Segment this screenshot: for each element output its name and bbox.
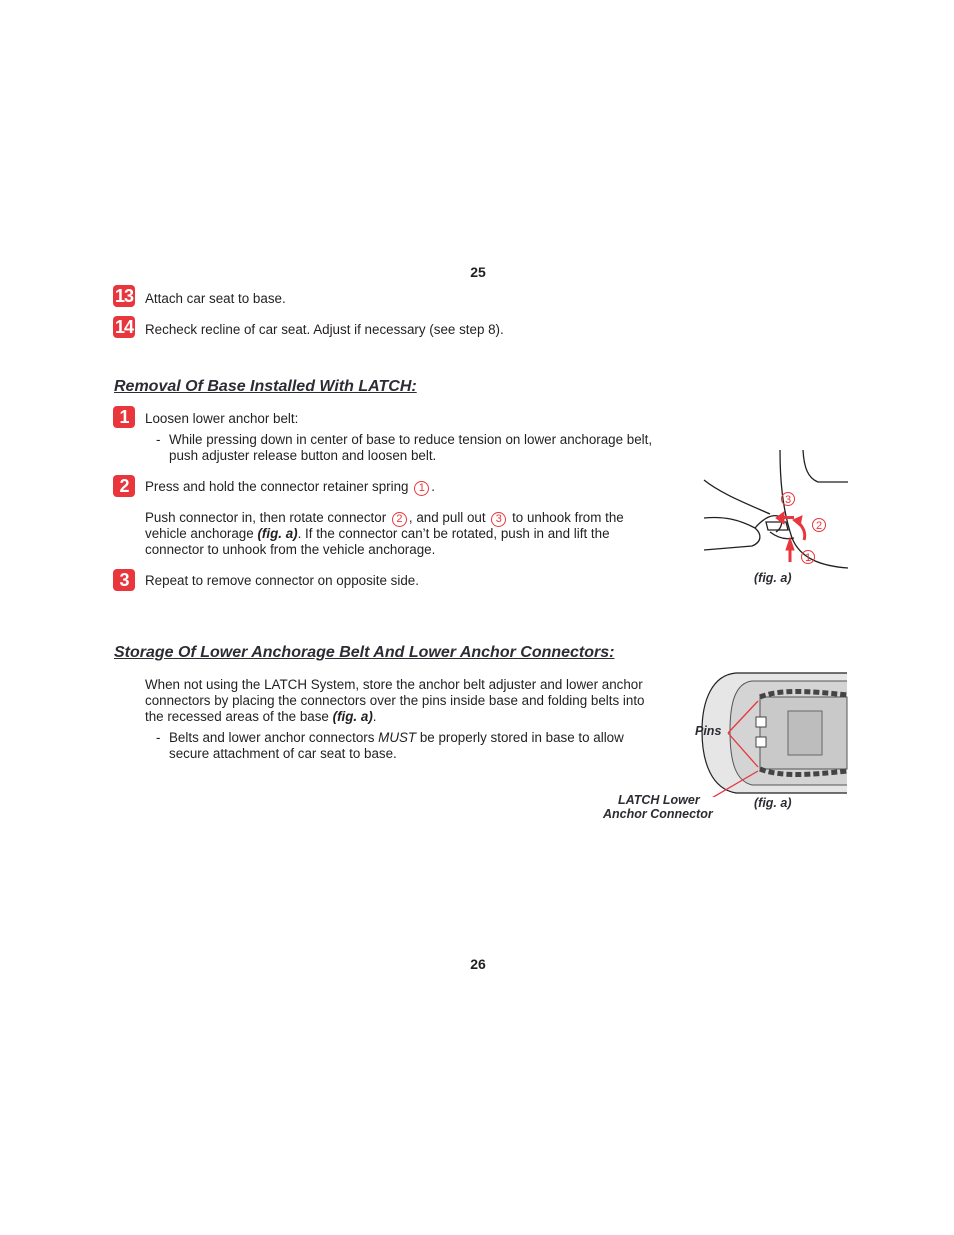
step-3-text: Repeat to remove connector on opposite side. — [145, 573, 419, 588]
page-number-top: 25 — [470, 264, 486, 280]
forearm-top — [704, 480, 770, 514]
pins-label: Pins — [695, 724, 722, 738]
callout-2-label: 2 — [815, 520, 823, 532]
storage-para-line1: When not using the LATCH System, store the anchor belt adjuster and lower anchor — [145, 677, 643, 692]
storage-fig-reference: (fig. a) — [332, 709, 373, 724]
fig-a-caption-removal: (fig. a) — [754, 571, 792, 585]
base-storage-illustration — [700, 671, 848, 797]
step-1-text: Loosen lower anchor belt: — [145, 411, 299, 426]
fig-a-caption-storage: (fig. a) — [754, 796, 792, 810]
step-2-p1-end: . — [431, 479, 435, 494]
center-panel — [788, 711, 822, 755]
step-2-p3-text-b: . If the connector can’t be rotated, push in and lift the — [297, 526, 610, 541]
storage-bullet-line2: secure attachment of car seat to base. — [169, 746, 397, 761]
storage-heading: Storage Of Lower Anchorage Belt And Lower Anchor Connectors: — [114, 644, 615, 661]
storage-bullet-text-b: be properly stored in base to allow — [419, 730, 624, 745]
step-2-para1 — [145, 479, 435, 496]
latch-connector-label-line2: Anchor Connector — [603, 807, 713, 821]
step-badge-14: 14 — [114, 317, 134, 337]
storage-bullet-line1 — [169, 730, 624, 746]
pin-top — [756, 717, 766, 727]
storage-para-line3-end: . — [372, 709, 377, 724]
removal-heading: Removal Of Base Installed With LATCH: — [114, 378, 417, 395]
step-badge-1: 1 — [113, 406, 135, 428]
callout-circle-2: 2 — [392, 512, 407, 527]
arrow-1-shaft — [789, 548, 792, 562]
callout-circle-3: 3 — [491, 512, 506, 527]
step-14-text: Recheck recline of car seat. Adjust if necessary (see step 8). — [145, 322, 504, 337]
seat-back-outline — [803, 450, 848, 482]
step-1-bullet-line2: push adjuster release button and loosen belt. — [169, 448, 437, 463]
bullet-dash: - — [156, 432, 161, 447]
pin-bottom — [756, 737, 766, 747]
arrow-2-head — [793, 516, 802, 526]
step-1-bullet-line1: While pressing down in center of base to reduce tension on lower anchorage belt, — [169, 432, 653, 447]
storage-para-line3 — [145, 709, 377, 725]
step-badge-3: 3 — [113, 569, 135, 591]
storage-bullet-dash: - — [156, 730, 161, 745]
callout-circle-1: 1 — [414, 481, 429, 496]
step-2-p2-text-a: Push connector in, then rotate connector — [145, 510, 387, 525]
page-number-bottom: 26 — [470, 956, 486, 972]
connector-body — [766, 522, 788, 530]
storage-bullet-text-a: Belts and lower anchor connectors — [169, 730, 375, 745]
step-13-text: Attach car seat to base. — [145, 291, 286, 306]
step-2-p2-text-c: to unhook from the — [512, 510, 624, 525]
connector-removal-illustration — [700, 448, 850, 570]
step-2-p3-text-a: vehicle anchorage — [145, 526, 254, 541]
step-badge-13: 13 — [114, 286, 134, 306]
step-2-para2-line2 — [145, 526, 610, 542]
hand-outline — [704, 517, 760, 550]
storage-bullet-must: MUST — [378, 730, 417, 745]
step-badge-2: 2 — [113, 475, 135, 497]
latch-connector-label-line1: LATCH Lower — [618, 793, 700, 807]
step-2-p2-text-b: , and pull out — [408, 510, 486, 525]
step-2-p1-text: Press and hold the connector retainer spring — [145, 479, 409, 494]
storage-para-line3-text: the recessed areas of the base — [145, 709, 329, 724]
storage-para-line2: connectors by placing the connectors over the pins inside base and folding belts into — [145, 693, 645, 708]
callout-3-label: 3 — [784, 494, 792, 506]
callout-1-label: 1 — [804, 552, 812, 564]
fig-reference: (fig. a) — [257, 526, 298, 541]
step-2-para2-line1 — [145, 510, 624, 527]
step-2-para2-line3: connector to unhook from the vehicle anchorage. — [145, 542, 436, 557]
